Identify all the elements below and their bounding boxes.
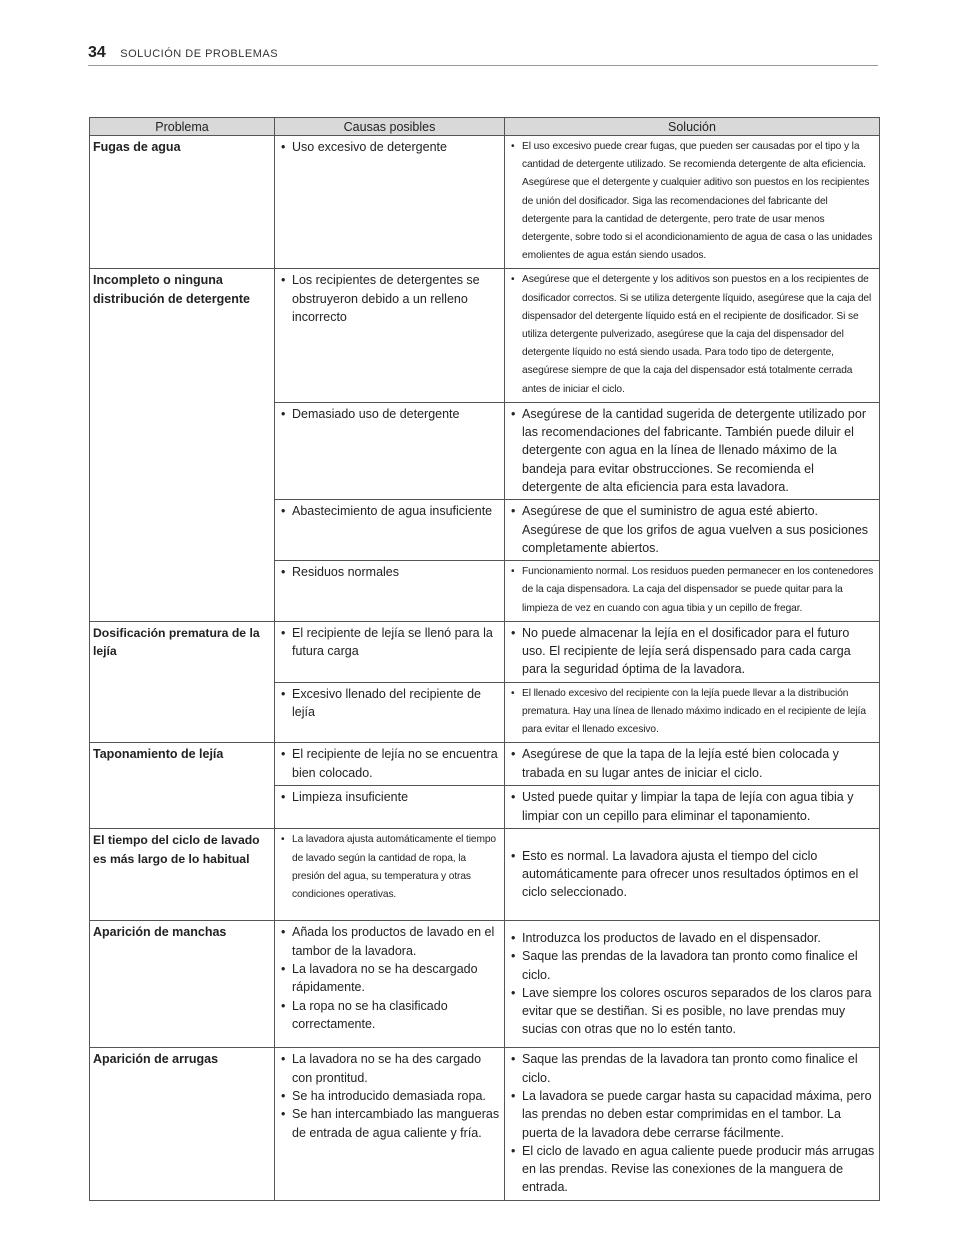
cause-cell [275, 402, 505, 499]
solution-cell [505, 743, 880, 786]
header-solution: Solución [505, 118, 880, 136]
cause-item: • Añada los productos de lavado en el tambor de la lavadora. [278, 923, 501, 960]
solution-item: • Saque las prendas de la lavadora tan pronto como finalice el ciclo. [508, 947, 876, 984]
solution-cell [505, 136, 880, 269]
solution-item: • El llenado excesivo del recipiente con la lejía puede llevar a la distribución prematura. Hay una línea de llenado máximo indicado en el recipiente de lejía para evitar el llenado excesivo. [508, 685, 876, 740]
cause-cell [275, 621, 505, 682]
table-row [90, 829, 880, 921]
problem-cell: Aparición de manchas [90, 921, 275, 1048]
cause-cell [275, 561, 505, 622]
cause-item: • Abastecimiento de agua insuficiente [278, 502, 501, 520]
cause-item: • Uso excesivo de detergente [278, 138, 501, 156]
solution-cell [505, 829, 880, 921]
problem-cell: El tiempo del ciclo de lavado es más largo de lo habitual [90, 829, 275, 921]
solution-cell [505, 621, 880, 682]
solution-cell [505, 500, 880, 561]
cause-item: • Los recipientes de detergentes se obstruyeron debido a un relleno incorrecto [278, 271, 501, 326]
table-row [90, 269, 880, 402]
cause-item: • La lavadora no se ha descargado rápidamente. [278, 960, 501, 997]
table-row [90, 1048, 880, 1200]
problem-cell: Dosificación prematura de la lejía [90, 621, 275, 743]
page-number: 34 [88, 44, 106, 61]
solution-item: • Asegúrese de la cantidad sugerida de detergente utilizado por las recomendaciones del fabricante. También puede diluir el detergente con agua en la línea de llenado máximo de la bandeja para evitar obstrucciones. Se recomienda el detergente de alta eficiencia para esta lavadora. [508, 405, 876, 496]
solution-item: • Funcionamiento normal. Los residuos pueden permanecer en los contenedores de la caja dispensadora. La caja del dispensador se puede quitar para la limpieza de vez en cuando con agua tibia y un cepillo de fregar. [508, 563, 876, 618]
header-causes: Causas posibles [275, 118, 505, 136]
cause-item: • Residuos normales [278, 563, 501, 581]
table-row [90, 136, 880, 269]
cause-item: • El recipiente de lejía se llenó para la futura carga [278, 624, 501, 661]
problem-cell: Fugas de agua [90, 136, 275, 269]
solution-item: • Saque las prendas de la lavadora tan pronto como finalice el ciclo. [508, 1050, 876, 1087]
problem-cell: Aparición de arrugas [90, 1048, 275, 1200]
cause-cell [275, 269, 505, 402]
cause-item: • Limpieza insuficiente [278, 788, 501, 806]
solution-item: • Usted puede quitar y limpiar la tapa de lejía con agua tibia y limpiar con un cepillo para eliminar el taponamiento. [508, 788, 876, 825]
solution-item: • El uso excesivo puede crear fugas, que pueden ser causadas por el tipo y la cantidad de detergente utilizado. Se recomienda detergente de alta eficiencia. Asegúrese que el detergente y cualquier aditivo son puestos en los recipientes de unión del dosificador. Siga las recomendaciones del fabricante del detergente para la cantidad de detergente, pero trate de usar menos detergente, sobre todo si el acondicionamiento de agua de casa o las unidades emolientes de agua están siendo usados. [508, 138, 876, 265]
table-row [90, 921, 880, 1048]
cause-cell [275, 682, 505, 743]
cause-item: • Demasiado uso de detergente [278, 405, 501, 423]
solution-item: • El ciclo de lavado en agua caliente puede producir más arrugas en las prendas. Revise las conexiones de la manguera de entrada. [508, 1142, 876, 1197]
table-row [90, 743, 880, 786]
solution-cell [505, 561, 880, 622]
cause-cell [275, 1048, 505, 1200]
solution-item: • Asegúrese de que el suministro de agua esté abierto. Asegúrese de que los grifos de agua vuelven a sus posiciones completamente abiertos. [508, 502, 876, 557]
cause-item: • El recipiente de lejía no se encuentra bien colocado. [278, 745, 501, 782]
cause-cell [275, 743, 505, 786]
cause-cell [275, 921, 505, 1048]
cause-item: • Se ha introducido demasiada ropa. [278, 1087, 501, 1105]
table-row [90, 621, 880, 682]
solution-item: • Esto es normal. La lavadora ajusta el tiempo del ciclo automáticamente para ofrecer unos resultados óptimos en el ciclo seleccionado. [508, 847, 876, 902]
cause-cell [275, 786, 505, 829]
header-problem: Problema [90, 118, 275, 136]
solution-cell [505, 402, 880, 499]
solution-item: • No puede almacenar la lejía en el dosificador para el futuro uso. El recipiente de lejía será dispensado para cada carga para la seguridad óptima de la lavadora. [508, 624, 876, 679]
solution-cell [505, 1048, 880, 1200]
cause-item: • Se han intercambiado las mangueras de entrada de agua caliente y fría. [278, 1105, 501, 1142]
solution-item: • Asegúrese de que la tapa de la lejía esté bien colocada y trabada en su lugar antes de iniciar el ciclo. [508, 745, 876, 782]
solution-cell [505, 786, 880, 829]
cause-cell [275, 500, 505, 561]
solution-item: • La lavadora se puede cargar hasta su capacidad máxima, pero las prendas no deben estar comprimidas en el tambor. La puerta de la lavadora debe cerrarse fácilmente. [508, 1087, 876, 1142]
cause-item: • Excesivo llenado del recipiente de lejía [278, 685, 501, 722]
problem-cell: Taponamiento de lejía [90, 743, 275, 829]
table-header-row [90, 118, 880, 136]
page-header [88, 44, 878, 66]
cause-item: • La lavadora no se ha des cargado con prontitud. [278, 1050, 501, 1087]
cause-item: • La ropa no se ha clasificado correctamente. [278, 997, 501, 1034]
section-title: SOLUCIÓN DE PROBLEMAS [120, 48, 279, 60]
solution-cell [505, 682, 880, 743]
cause-cell [275, 136, 505, 269]
solution-cell [505, 269, 880, 402]
cause-item: • La lavadora ajusta automáticamente el tiempo de lavado según la cantidad de ropa, la presión del agua, su temperatura y otras condiciones operativas. [278, 831, 501, 904]
cause-cell [275, 829, 505, 921]
solution-item: • Asegúrese que el detergente y los aditivos son puestos en a los recipientes de dosificador correctos. Si se utiliza detergente líquido, asegúrese que la caja del dispensador del detergente líquido está en el recipiente de dosificador. Si se utiliza detergente pulverizado, asegúrese que la caja del dispensador del detergente líquido no está siendo usada. Para todo tipo de detergente, asegúrese siempre de que la caja del dispensador está totalmente cerrada antes de iniciar el ciclo. [508, 271, 876, 398]
problem-cell: Incompleto o ninguna distribución de detergente [90, 269, 275, 621]
solution-item: • Introduzca los productos de lavado en el dispensador. [508, 929, 876, 947]
solution-cell [505, 921, 880, 1048]
solution-item: • Lave siempre los colores oscuros separados de los claros para evitar que se destiñan. Si es posible, no lave prendas muy sucias con otras que no lo estén tanto. [508, 984, 876, 1039]
troubleshooting-table [89, 117, 880, 1201]
